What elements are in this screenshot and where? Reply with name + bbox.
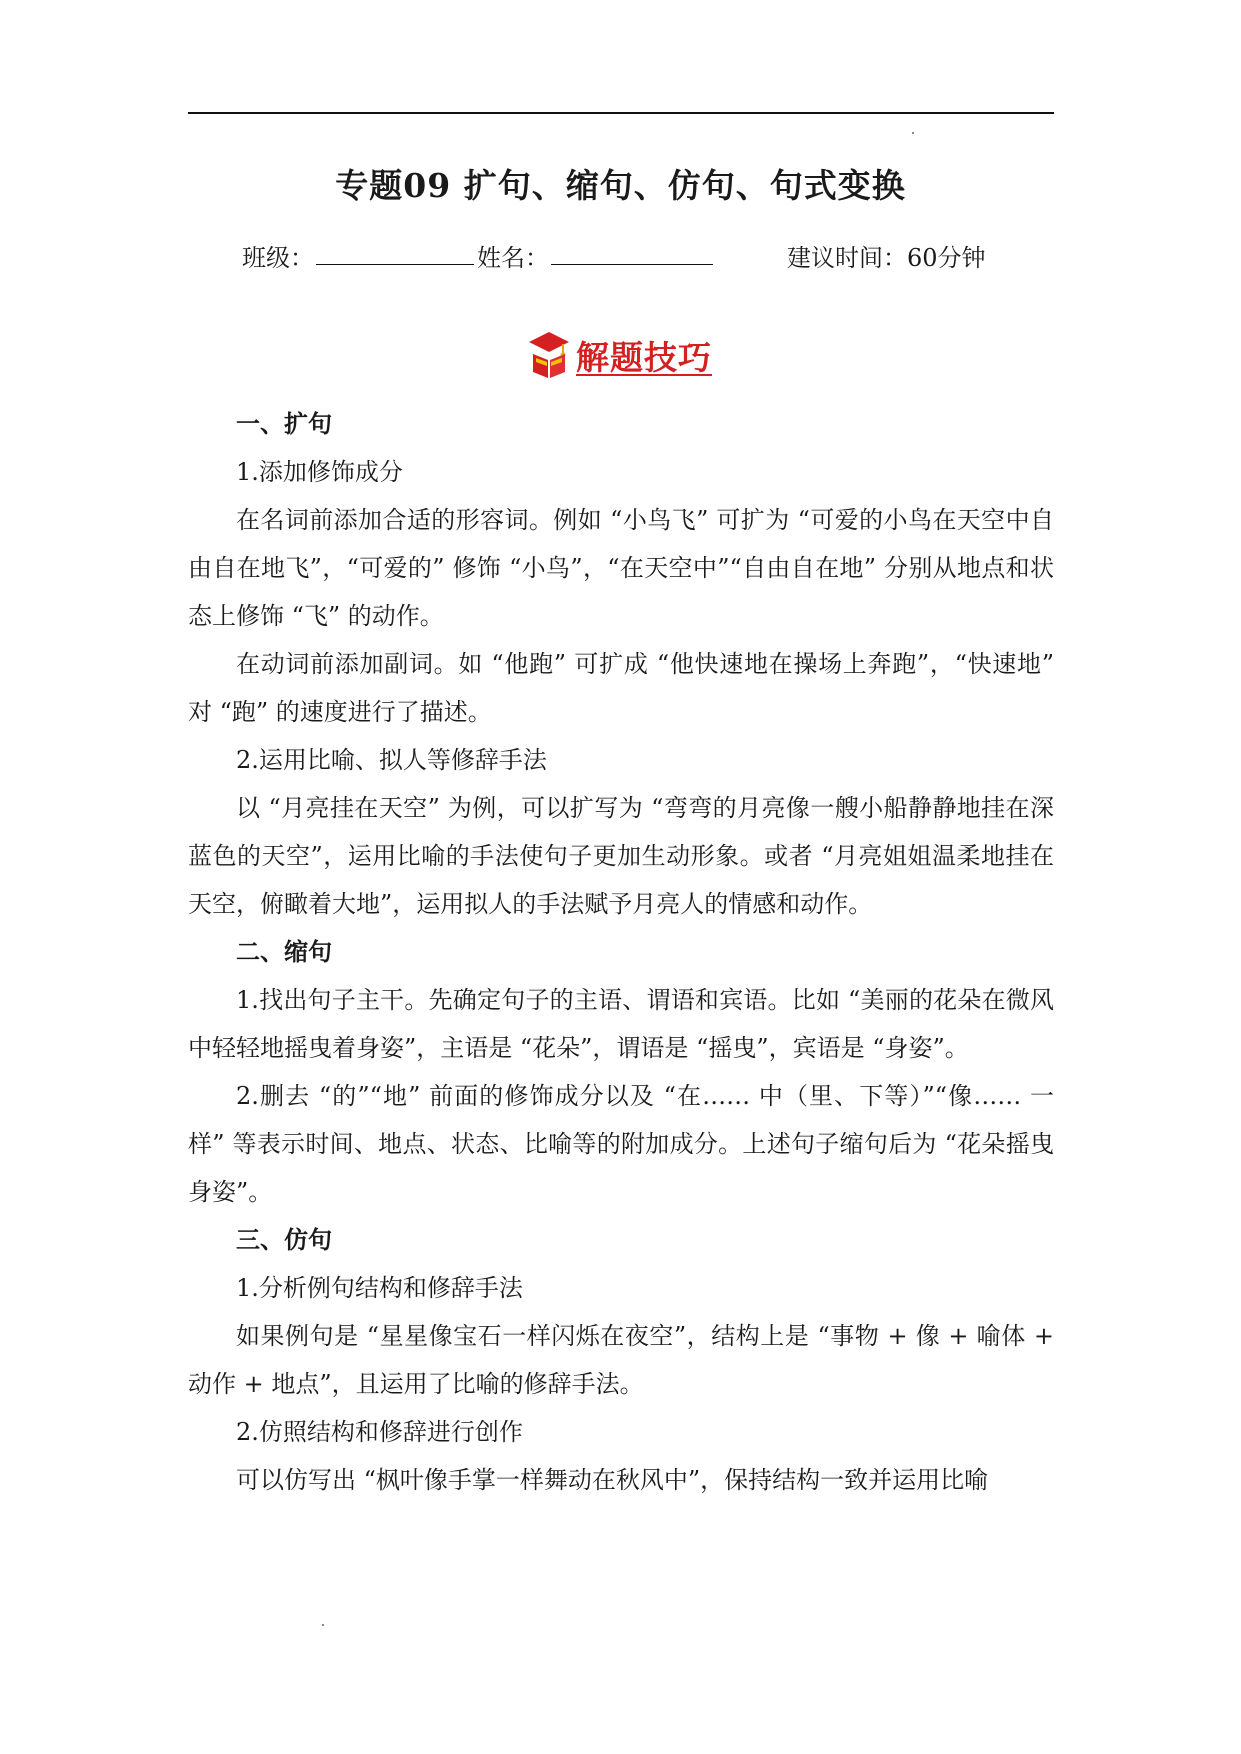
- paragraph: 以 “月亮挂在天空” 为例，可以扩写为 “弯弯的月亮像一艘小船静静地挂在深蓝色的天空”，运用比喻的手法使句子更加生动形象。或者 “月亮姐姐温柔地挂在天空，俯瞰着大地”，运用拟人的手法赋予月亮人的情感和动作。: [188, 794, 1054, 918]
- paragraph: 2.删去 “的”“地” 前面的修饰成分以及 “在…… 中（里、下等）”“像…… 一样” 等表示时间、地点、状态、比喻等的附加成分。上述句子缩句后为 “花朵摇曳身姿”。: [188, 1082, 1054, 1206]
- subheading: 2.仿照结构和修辞进行创作: [236, 1418, 523, 1446]
- paragraph: 在动词前添加副词。如 “他跑” 可扩成 “他快速地在操场上奔跑”，“快速地” 对 “跑” 的速度进行了描述。: [188, 650, 1054, 726]
- subheading: 1.添加修饰成分: [236, 458, 403, 486]
- tips-badge-label: 解题技巧: [576, 338, 712, 377]
- section-heading: 三、仿句: [236, 1225, 332, 1254]
- class-label: 班级：: [242, 244, 314, 272]
- section-heading: 一、扩句: [236, 409, 332, 438]
- suggested-time: 建议时间：60分钟: [787, 244, 986, 272]
- paragraph: 1.找出句子主干。先确定句子的主语、谓语和宾语。比如 “美丽的花朵在微风中轻轻地摇曳着身姿”，主语是 “花朵”，谓语是 “摇曳”，宾语是 “身姿”。: [188, 986, 1054, 1062]
- name-label: 姓名：: [477, 244, 549, 272]
- student-info-row: [0, 238, 1241, 278]
- page-title: 专题09 扩句、缩句、仿句、句式变换: [335, 166, 906, 205]
- main-content: [188, 400, 1054, 1504]
- scan-dot: [912, 132, 914, 134]
- tips-badge: [528, 330, 728, 380]
- paragraph: 可以仿写出 “枫叶像手掌一样舞动在秋风中”，保持结构一致并运用比喻: [236, 1466, 989, 1494]
- subheading: 1.分析例句结构和修辞手法: [236, 1274, 523, 1302]
- section-heading: 二、缩句: [236, 937, 332, 966]
- paragraph: 在名词前添加合适的形容词。例如 “小鸟飞” 可扩为 “可爱的小鸟在天空中自由自在地飞”，“可爱的” 修饰 “小鸟”，“在天空中”“自由自在地” 分别从地点和状态上修饰 “飞” 的动作。: [188, 506, 1054, 630]
- paragraph: 如果例句是 “星星像宝石一样闪烁在夜空”，结构上是 “事物 + 像 + 喻体 + 动作 + 地点”，且运用了比喻的修辞手法。: [188, 1322, 1054, 1398]
- subheading: 2.运用比喻、拟人等修辞手法: [236, 746, 547, 774]
- scan-dot: [322, 1624, 324, 1626]
- class-field[interactable]: [316, 264, 474, 265]
- header-rule: [188, 112, 1054, 114]
- graduation-book-icon: [528, 330, 570, 380]
- name-field[interactable]: [551, 264, 713, 265]
